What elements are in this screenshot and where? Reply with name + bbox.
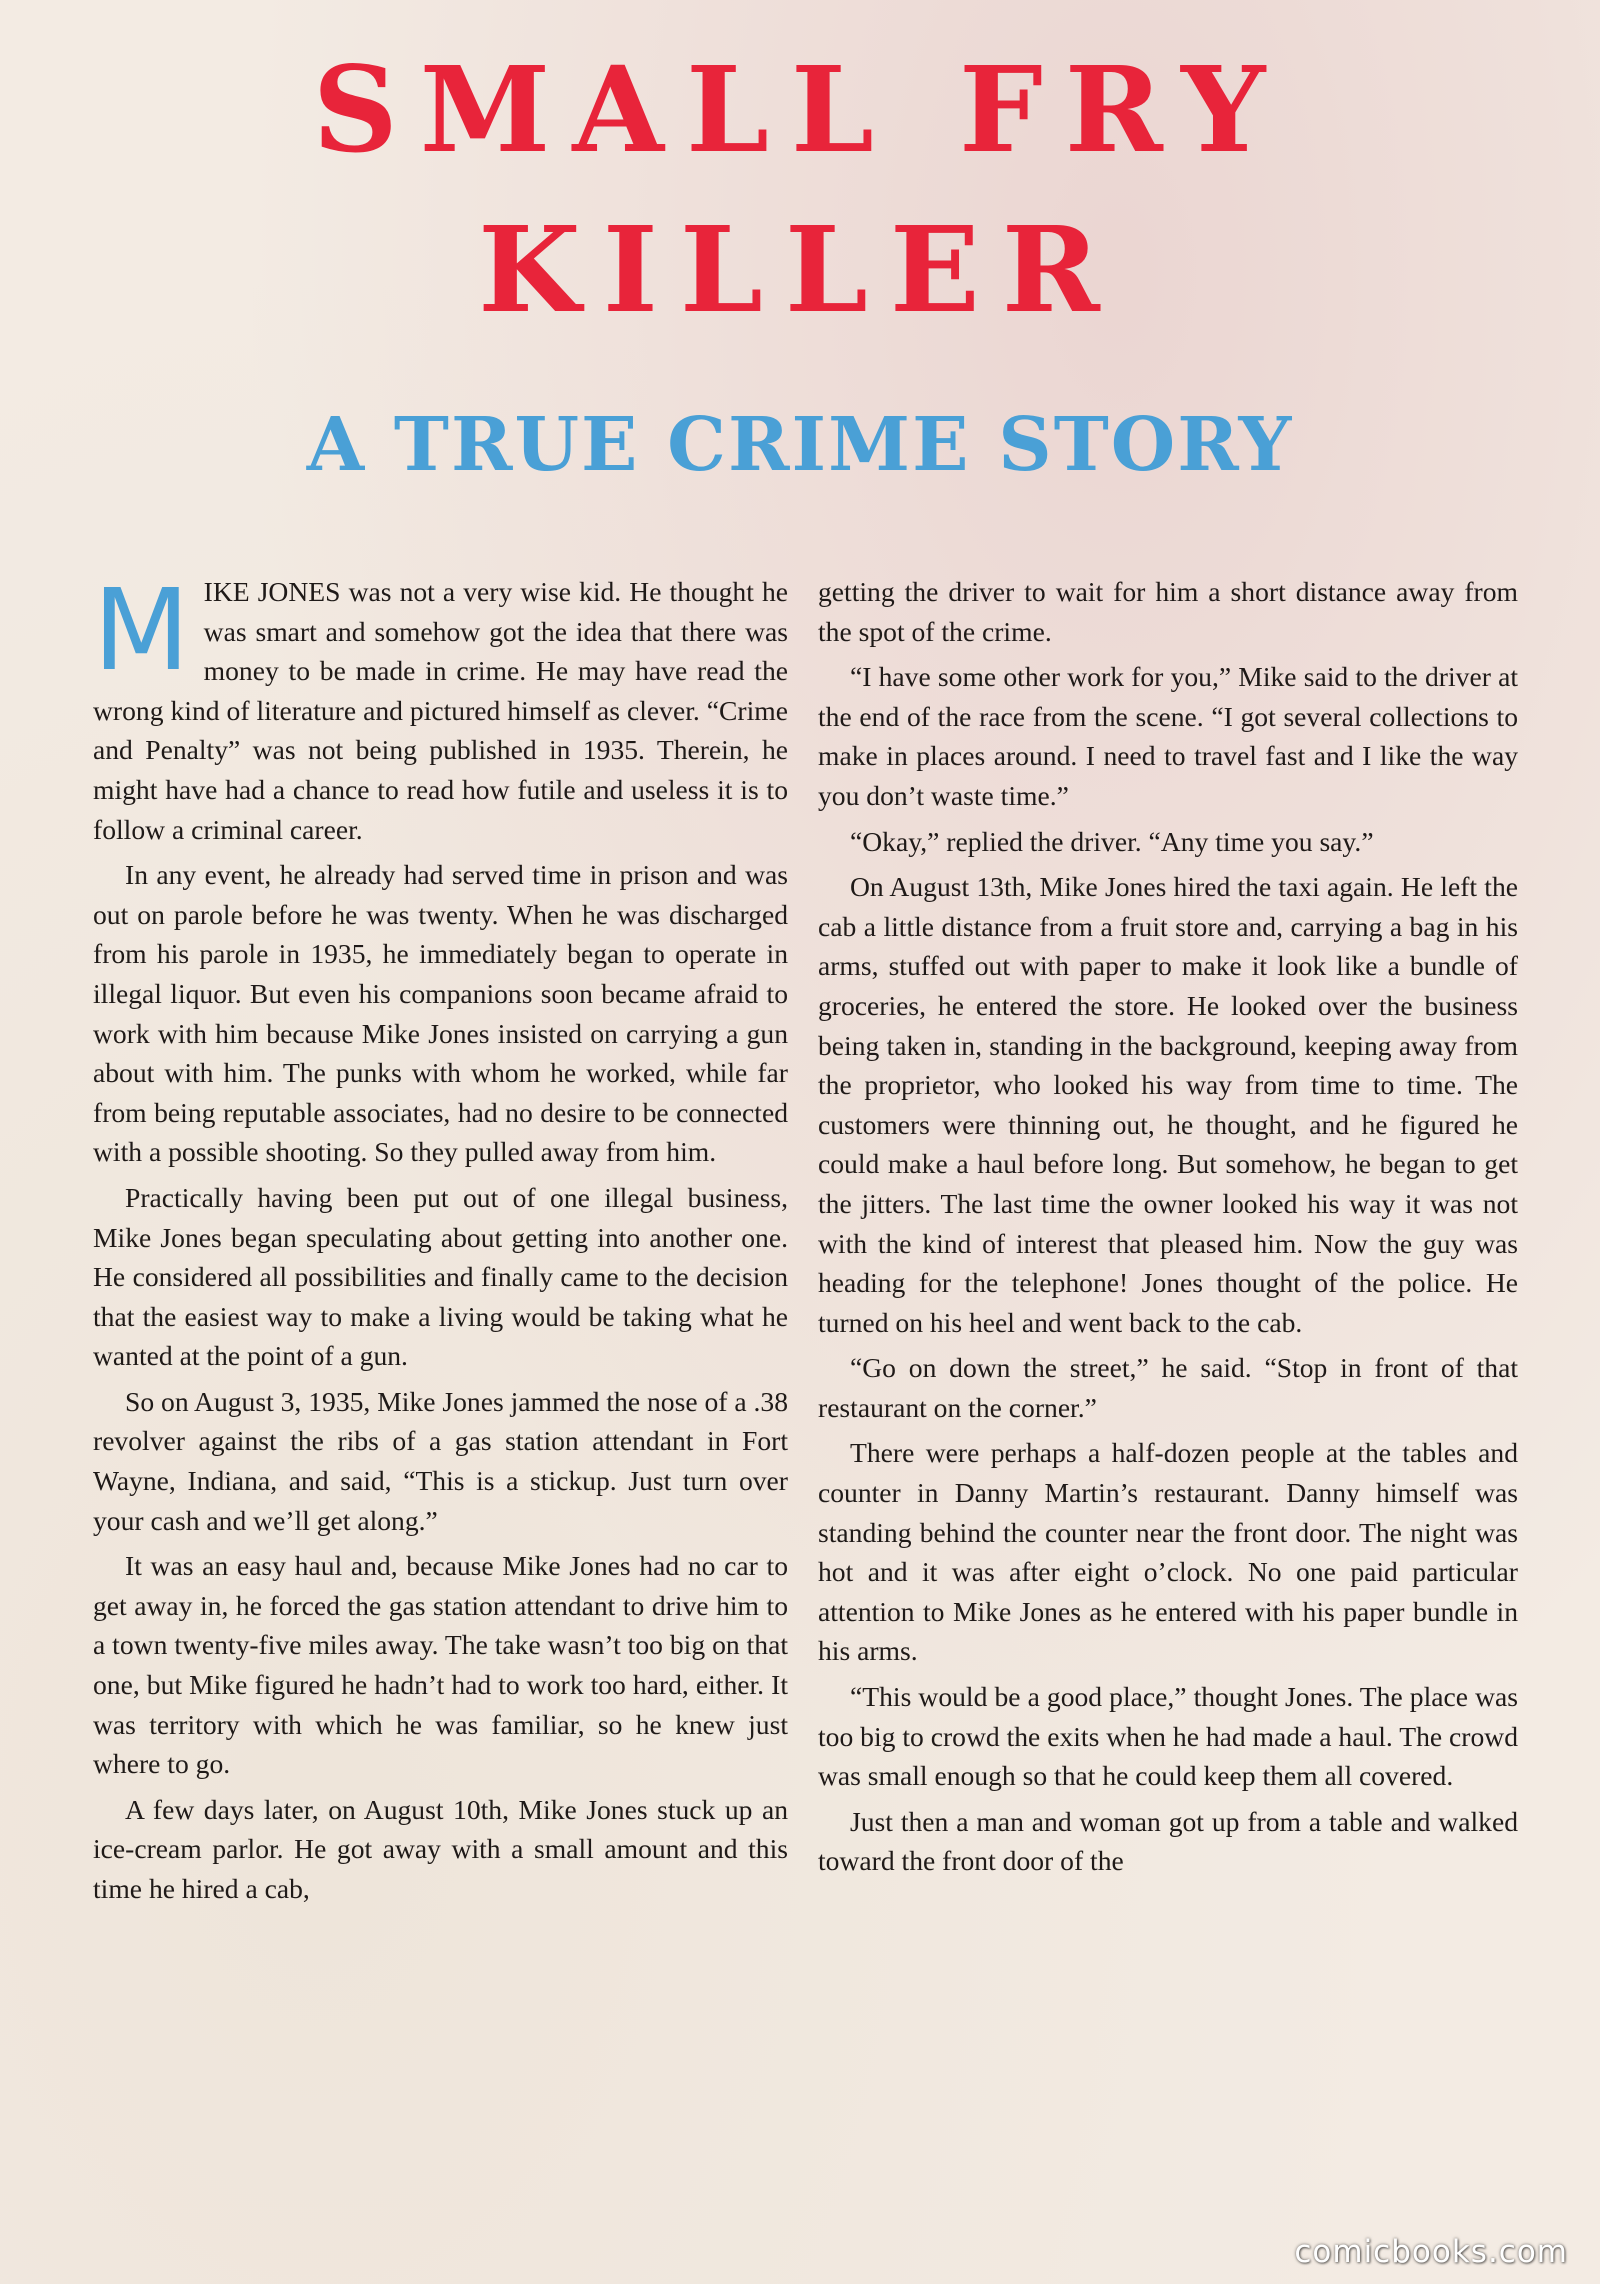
- paragraph: It was an easy haul and, because Mike Jones had no car to get away in, he forced the gas station attendant to drive him to a town twenty-five miles away. The take wasn’t too big on that one, but Mike figured he hadn’t had to work too hard, either. It was territory with which he was familiar, so he knew just where to go.: [93, 1550, 788, 1780]
- drop-cap: M: [93, 566, 190, 696]
- title-line-2: KILLER: [478, 200, 1122, 339]
- paragraph: Just then a man and woman got up from a table and walked toward the front door of the: [818, 1805, 1518, 1877]
- paragraph: In any event, he already had served time in prison and was out on parole before he was twenty. When he was discharged from his parole in 1935, he immediately began to operate in illegal liquor. But even his companions soon became afraid to work with him because Mike Jones insisted on carrying a gun about with him. The punks with whom he worked, while far from being reputable associates, had no desire to be connected with a possible shooting. So they pulled away from him.: [93, 859, 788, 1168]
- right-column: [818, 572, 1518, 1887]
- paragraph: [93, 566, 788, 849]
- subtitle: A TRUE CRIME STORY: [306, 402, 1294, 488]
- paragraph: “This would be a good place,” thought Jones. The place was too big to crowd the exits when he had made a haul. The crowd was small enough so that he could keep them all covered.: [818, 1681, 1518, 1792]
- paragraph: So on August 3, 1935, Mike Jones jammed the nose of a .38 revolver against the ribs of a gas station attendant in Fort Wayne, Indiana, and said, “This is a stickup. Just turn over your cash and we’ll get along.”: [93, 1385, 788, 1536]
- paragraph: There were perhaps a half-dozen people at the tables and counter in Danny Martin’s restaurant. Danny himself was standing behind the counter near the front door. The night was hot and it was after eight o’clock. No one paid particular attention to Mike Jones as he entered with his paper bundle in his arms.: [818, 1437, 1518, 1667]
- title-line-1: SMALL FRY: [312, 40, 1288, 179]
- paragraph: A few days later, on August 10th, Mike Jones stuck up an ice-cream parlor. He got away with a small amount and this time he hired a cab,: [93, 1793, 788, 1904]
- paragraph: “Go on down the street,” he said. “Stop in front of that restaurant on the corner.”: [818, 1352, 1518, 1423]
- paragraph: Practically having been put out of one illegal business, Mike Jones began speculating about getting into another one. He considered all possibilities and finally came to the decision that the easiest way to make a living would be taking what he wanted at the point of a gun.: [93, 1181, 788, 1372]
- paragraph: getting the driver to wait for him a short distance away from the spot of the crime.: [818, 576, 1518, 647]
- watermark: comicbooks.com: [1294, 2234, 1568, 2270]
- paragraph: “Okay,” replied the driver. “Any time you say.”: [850, 825, 1374, 857]
- paragraph: On August 13th, Mike Jones hired the taxi again. He left the cab a little distance from a fruit store and, carrying a bag in his arms, stuffed out with paper to make it look like a bundle of groceries, he entered the store. He looked over the business being taken in, standing in the background, keeping away from the proprietor, who looked his way from time to time. The customers were thinning out, he thought, and he figured he could make a haul before long. But somehow, he began to get the jitters. The last time the owner looked his way it was not with the kind of interest that pleased him. Now the guy was heading for the telephone! Jones thought of the police. He turned on his heel and went back to the cab.: [818, 871, 1518, 1338]
- paragraph: “I have some other work for you,” Mike said to the driver at the end of the race from the scene. “I got several collections to make in places around. I need to travel fast and I like the way you don’t waste time.”: [818, 661, 1518, 811]
- left-column: [93, 566, 788, 1915]
- paragraph-text: IKE JONES was not a very wise kid. He thought he was smart and somehow got the idea that there was money to be made in crime. He may have read the wrong kind of literature and pictured himself as clever. “Crime and Penalty” was not being published in 1935. Therein, he might have had a chance to read how futile and useless it is to follow a criminal career.: [93, 576, 788, 845]
